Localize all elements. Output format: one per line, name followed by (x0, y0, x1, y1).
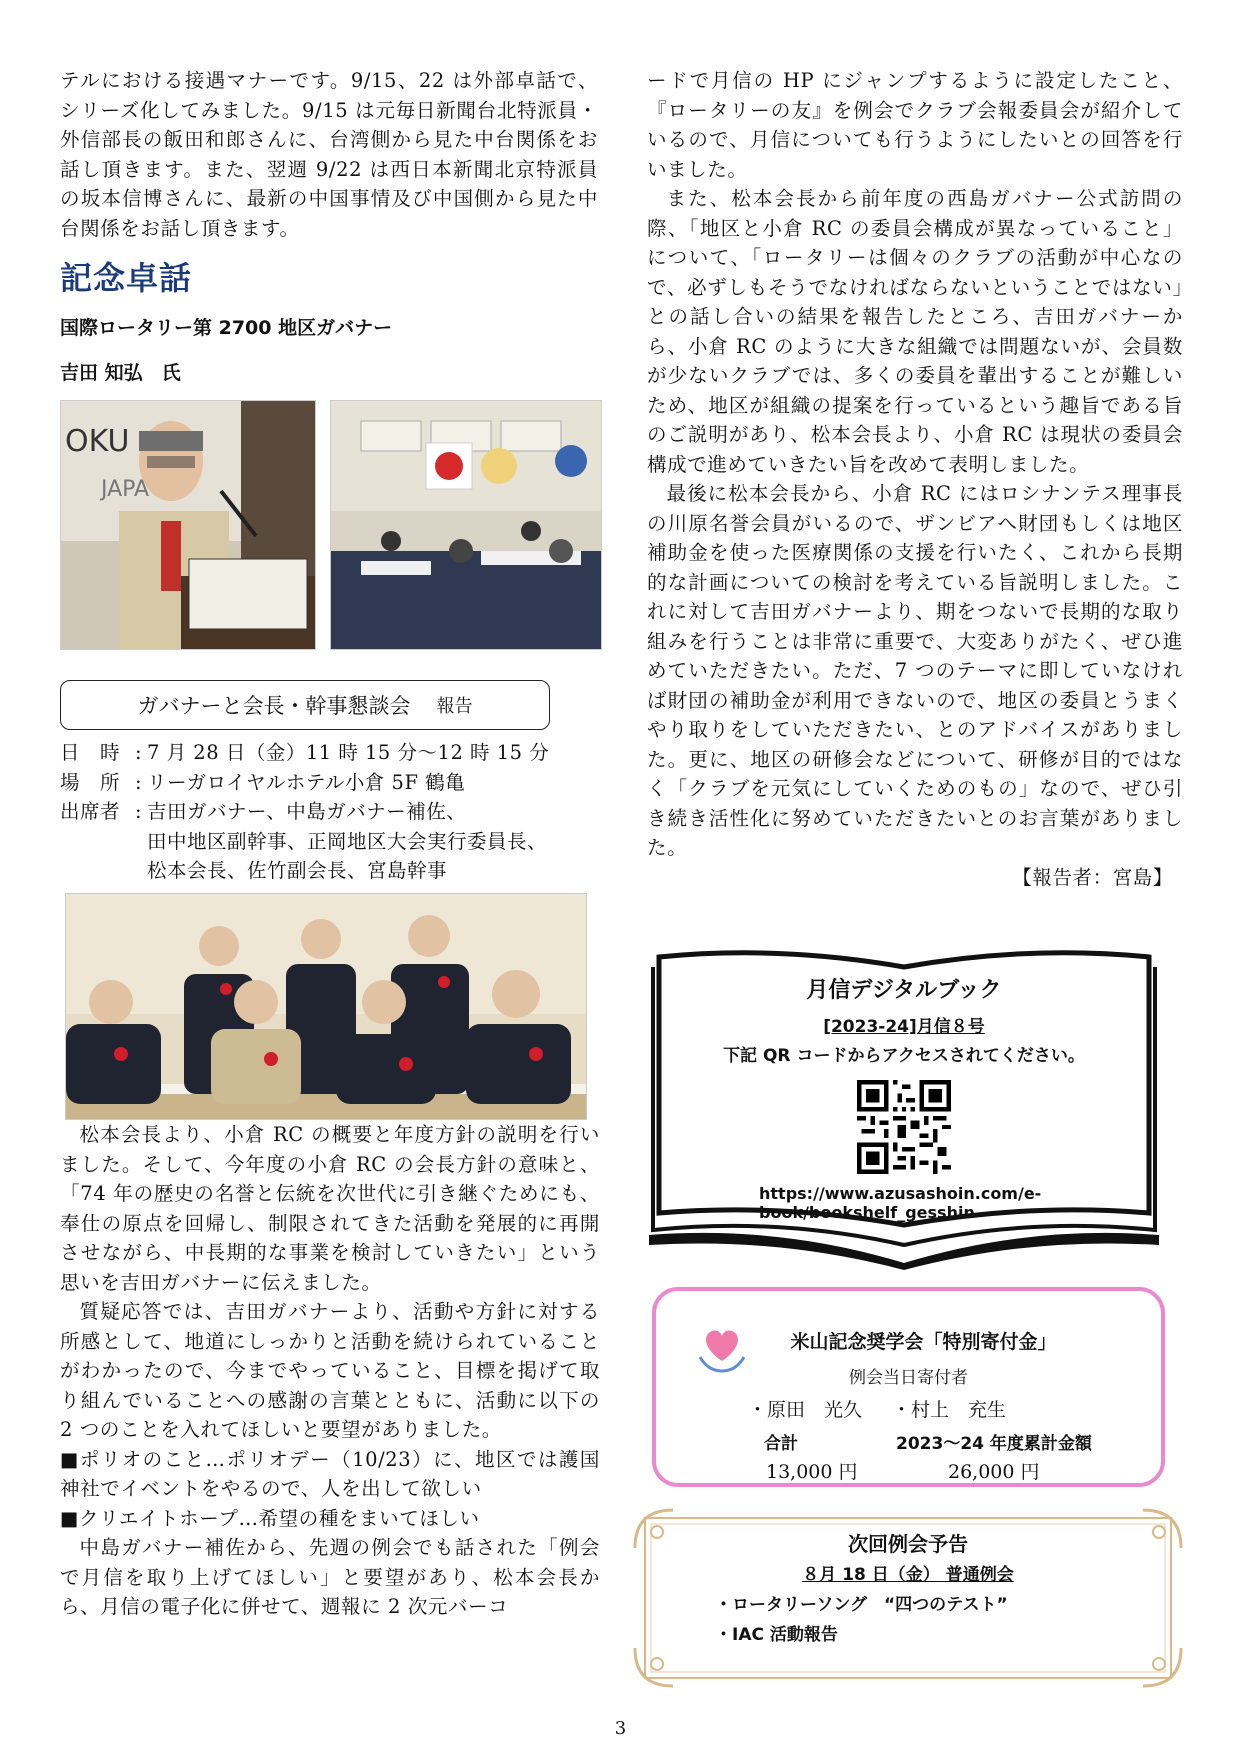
svg-text:OKU: OKU (65, 424, 130, 459)
attendees-row: 出席者 : 吉田ガバナー、中島ガバナー補佐、 (60, 797, 600, 827)
page-number: 3 (614, 1718, 627, 1739)
speaker-title: 国際ロータリー第 2700 地区ガバナー (60, 317, 393, 339)
bullet-create-hope: ■クリエイトホープ…希望の種をまいてほしい (60, 1506, 480, 1530)
next-meeting-item: ・IAC 活動報告 (715, 1625, 838, 1645)
total-value: 13,000 円 (766, 1461, 858, 1483)
report-paragraph: また、松本会長から前年度の西島ガバナー公式訪問の際、「地区と小倉 RC の委員会構成が異なっていること」について、「ロータリーは個々のクラブの活動が中心なので、必ずしもそうでなければならないということではない」との話し合いの結果を報告したところ、吉田ガバナーから、小倉 RC のように大きな組織では問題ないが、会員数が少ないクラブでは、多くの委員を輩出することが難しいため、地区が組織の提案を行っているという趣旨である旨のご説明があり、松本会長より、小倉 RC は現状の委員会構成で進めていきたい旨を改めて表明しました。 (647, 187, 1183, 476)
speaker-photo (60, 400, 316, 650)
donor: ・村上 充生 (892, 1399, 1007, 1421)
attendees-line: 松本会長、佐竹副会長、宮島幹事 (147, 859, 448, 882)
next-meeting-box (633, 1508, 1183, 1688)
report-paragraph: ードで月信の HP にジャンプするように設定したこと、『ロータリーの友』を例会でクラブ会報委員会が紹介しているので、月信についても行うようにしたいとの回答を行いました。 (647, 69, 1183, 181)
report-title-box (60, 680, 550, 730)
bullet-polio: ■ポリオのこと…ポリオデー（10/23）に、地区では護国神社でイベントをやるので、人を出して欲しい (60, 1447, 600, 1500)
place-value: リーガロイヤルホテル小倉 5F 鶴亀 (147, 770, 466, 794)
attendees-line: 田中地区副幹事、正岡地区大会実行委員長、 (147, 829, 548, 853)
reporter: 【報告者：宮島】 (1012, 865, 1173, 889)
digital-book-instruction: 下記 QR コードからアクセスされてください。 (723, 1046, 1085, 1066)
place-label: 場 所 (60, 770, 121, 794)
digital-book-title: 月信デジタルブック (806, 978, 1002, 1003)
left-column (60, 66, 598, 403)
donation-subtitle: 例会当日寄付者 (849, 1368, 968, 1388)
qr-code[interactable] (857, 1080, 951, 1174)
report-paragraph: 最後に松本会長から、小倉 RC にはロシナンテス理事長の川原名誉会員がいるので、ザンビアへ財団もしくは地区補助金を使った医療関係の支援を行いたく、これから長期的な計画についての検討を考えている旨説明しました。これに対して吉田ガバナーより、期をつないで長期的な取り組みを行うことは非常に重要で、大変ありがたく、ぜひ進めていただきたい。ただ、7 つのテーマに即していなければ財団の補助金が利用できないので、地区の委員とうまくやり取りをしていただきたい、とのアドバイスがありました。更に、地区の研修会などについて、研修が目的ではなく「クラブを元気にしていくためのもの」なので、ぜひ引き続き活性化に努めていただきたいとのお言葉がありました。 (647, 482, 1183, 859)
date-row: 日 時 : 7 月 28 日（金）11 時 15 分～12 時 15 分 (60, 738, 600, 768)
total-label: 合計 (764, 1434, 798, 1454)
date-label: 日 時 (60, 741, 121, 764)
digital-book-box (649, 945, 1159, 1270)
next-meeting-date: ８月 18 日（金） 普通例会 (802, 1565, 1014, 1585)
meeting-room-photo (330, 400, 602, 650)
report-paragraph: 松本会長より、小倉 RC の概要と年度方針の説明を行いました。そして、今年度の小倉 RC の会長方針の意味と、「74 年の歴史の名誉と伝統を次世代に引き継ぐためにも、奉仕の原点を回帰し、制限されてきた活動を発展的に再開させながら、中長期的な事業を検討していきたい」という思いを吉田ガバナーに伝えました。 (60, 1123, 600, 1294)
attendees-label: 出席者 (60, 800, 121, 823)
place-row: 場 所 : リーガロイヤルホテル小倉 5F 鶴亀 (60, 768, 600, 798)
svg-text:JAPA: JAPA (101, 477, 150, 502)
report-title-suffix: 報告 (436, 696, 473, 717)
attendees-line: 吉田ガバナー、中島ガバナー補佐、 (147, 800, 467, 823)
lower-left-text (60, 1120, 600, 1622)
kinen-takuwa-heading: 記念卓話 (60, 259, 193, 297)
cumulative-label: 2023～24 年度累計金額 (896, 1434, 1092, 1454)
date-value: 7 月 28 日（金）11 時 15 分～12 時 15 分 (147, 741, 550, 764)
digital-book-content (649, 973, 1159, 1222)
digital-book-url-line[interactable]: https://www.azusashoin.com/e- (759, 1184, 1042, 1203)
yoneyama-donation-box (652, 1287, 1165, 1487)
donor: ・原田 光久 (748, 1399, 863, 1421)
right-column (647, 66, 1183, 892)
meeting-info (60, 738, 600, 886)
speaker-name: 吉田 知弘 氏 (60, 362, 181, 384)
digital-book-issue: [2023-24]月信８号 (823, 1017, 985, 1037)
donation-title: 米山記念奨学会「特別寄付金」 (790, 1331, 1057, 1353)
group-photo (65, 893, 587, 1120)
report-paragraph: 中島ガバナー補佐から、先週の例会でも話された「例会で月信を取り上げてほしい」と要望があり、松本会長から、月信の電子化に併せて、週報に 2 次元バーコ (60, 1536, 600, 1618)
report-paragraph: 質疑応答では、吉田ガバナーより、活動や方針に対する所感として、地道にしっかりと活動を続けられていることがわかったので、今までやっていること、目標を掲げて取り組んでいることへの感謝の言葉とともに、活動に以下の 2 つのことを入れてほしいと要望がありました。 (60, 1300, 600, 1441)
cumulative-value: 26,000 円 (948, 1461, 1040, 1483)
next-meeting-item: ・ロータリーソング “四つのテスト” (715, 1595, 1008, 1615)
intro-paragraph: テルにおける接遇マナーです。9/15、22 は外部卓話で、シリーズ化してみました。9/15 は元毎日新聞台北特派員・外信部長の飯田和郎さんに、台湾側から見た中台関係をお話し頂きます。また、翌週 9/22 は西日本新聞北京特派員の坂本信博さんに、最新の中国事情及び中国側から見た中台関係をお話し頂きます。 (60, 69, 598, 240)
digital-book-url-line[interactable]: book/bookshelf_gesshin (759, 1203, 975, 1222)
report-title: ガバナーと会長・幹事懇談会 (137, 694, 411, 718)
next-meeting-title: 次回例会予告 (848, 1532, 968, 1556)
